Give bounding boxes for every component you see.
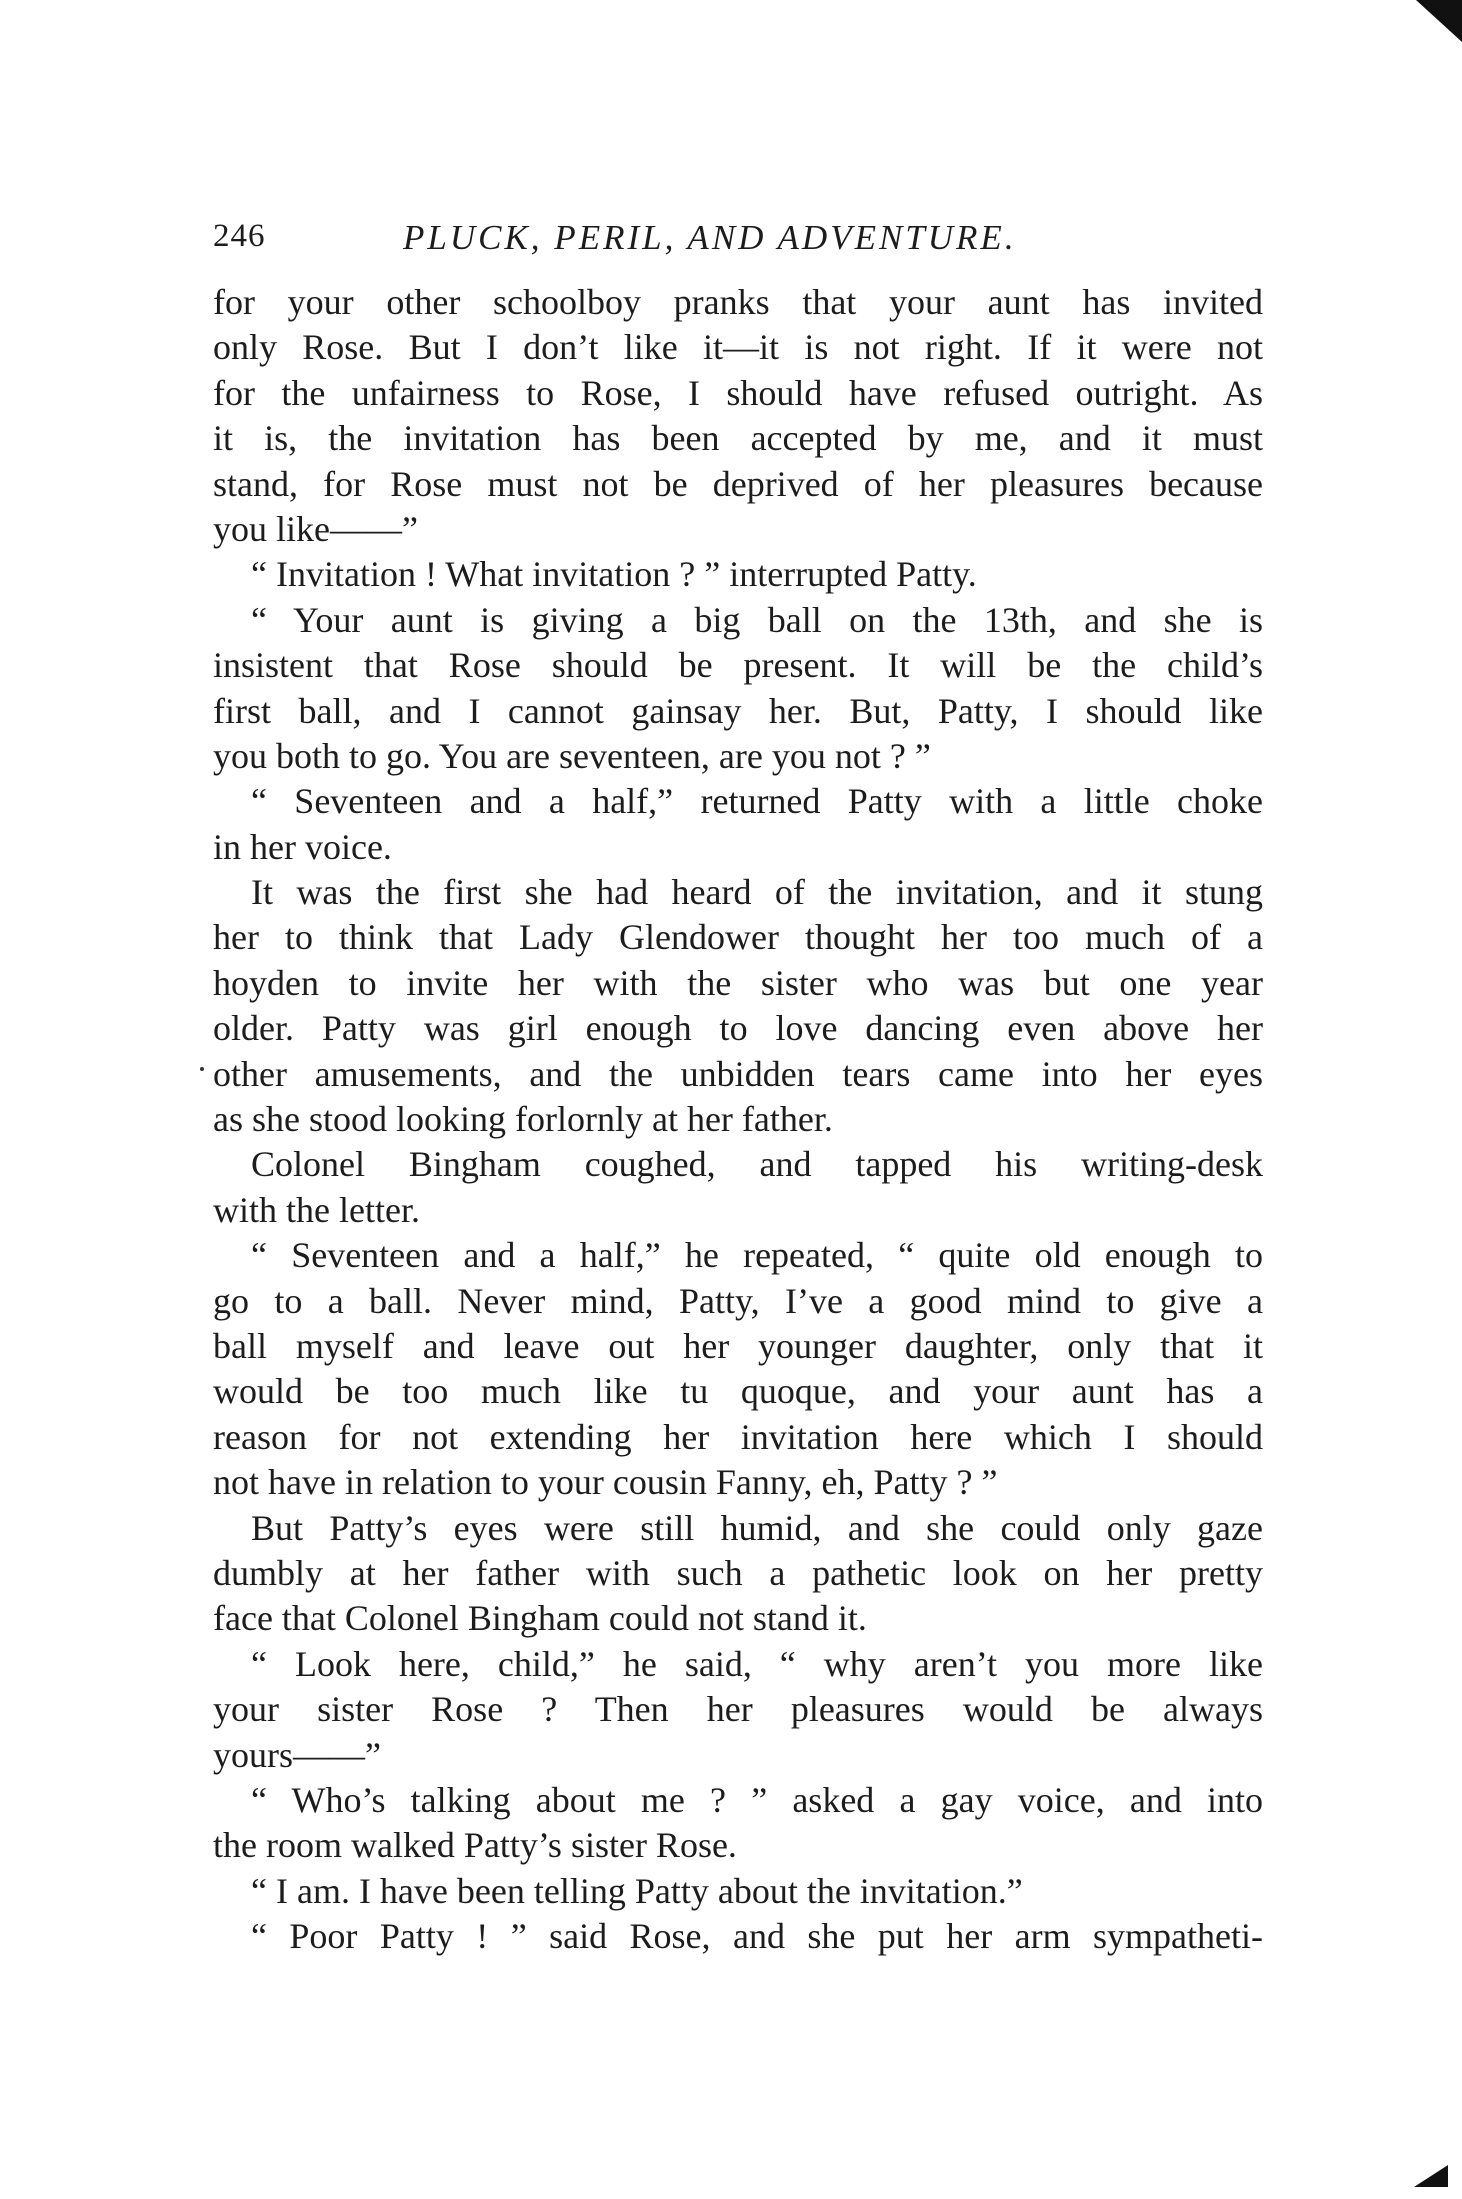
text-line: your sister Rose ? Then her pleasures would be always (213, 1689, 1263, 1730)
text-line: you both to go. You are seventeen, are you not ? ” (213, 735, 931, 776)
text-line: stand, for Rose must not be deprived of her pleasures because (213, 463, 1263, 504)
text-line: for your other schoolboy pranks that your aunt has invited (213, 282, 1263, 322)
text-line: reason for not extending her invitation here which I should (213, 1416, 1263, 1457)
text-line: as she stood looking forlornly at her father. (213, 1099, 833, 1140)
text-line: “ Your aunt is giving a big ball on the 13th, and she is (251, 599, 1263, 640)
text-line: not have in relation to your cousin Fanny, eh, Patty ? ” (213, 1462, 998, 1503)
text-line: older. Patty was girl enough to love dancing even above her (213, 1008, 1263, 1049)
text-line: “ Look here, child,” he said, “ why aren’t you more like (251, 1643, 1263, 1684)
text-line: you like——” (213, 508, 418, 549)
text-line: first ball, and I cannot gainsay her. But, Patty, I should like (213, 690, 1263, 731)
text-line: “ Invitation ! What invitation ? ” interrupted Patty. (251, 554, 977, 595)
text-line: would be too much like tu quoque, and your aunt has a (213, 1371, 1263, 1412)
text-line: yours——” (213, 1734, 381, 1775)
text-line: it is, the invitation has been accepted by me, and it must (213, 418, 1263, 459)
body-text (213, 280, 1263, 1959)
margin-dot-icon (200, 1067, 204, 1071)
text-line: for the unfairness to Rose, I should have refused outright. As (213, 372, 1263, 413)
corner-mark-icon (1414, 2165, 1448, 2187)
text-line: It was the first she had heard of the invitation, and it stung (251, 872, 1263, 913)
text-line: the room walked Patty’s sister Rose. (213, 1825, 737, 1866)
text-line: “ Seventeen and a half,” he repeated, “ quite old enough to (251, 1235, 1263, 1276)
page-header (213, 218, 1263, 268)
corner-mark-icon (1416, 0, 1462, 42)
text-line: ball myself and leave out her younger daughter, only that it (213, 1325, 1263, 1366)
text-line: “ Who’s talking about me ? ” asked a gay voice, and into (251, 1779, 1263, 1820)
text-line: “ I am. I have been telling Patty about the invitation.” (251, 1870, 1023, 1911)
text-line: dumbly at her father with such a pathetic look on her pretty (213, 1552, 1263, 1593)
text-line: in her voice. (213, 826, 392, 867)
text-line: Colonel Bingham coughed, and tapped his writing-desk (251, 1144, 1263, 1185)
text-line: insistent that Rose should be present. It will be the child’s (213, 645, 1263, 686)
text-line: “ Seventeen and a half,” returned Patty with a little choke (251, 781, 1263, 822)
page-number: 246 (213, 218, 266, 254)
text-line: hoyden to invite her with the sister who was but one year (213, 962, 1263, 1003)
text-line: go to a ball. Never mind, Patty, I’ve a good mind to give a (213, 1280, 1263, 1321)
text-line: face that Colonel Bingham could not stand it. (213, 1598, 867, 1639)
text-line: other amusements, and the unbidden tears came into her eyes (213, 1053, 1263, 1094)
text-line: her to think that Lady Glendower thought her too much of a (213, 917, 1263, 958)
running-title: PLUCK, PERIL, AND ADVENTURE. (403, 218, 1017, 257)
text-line: with the letter. (213, 1189, 420, 1230)
text-line: But Patty’s eyes were still humid, and she could only gaze (251, 1507, 1263, 1548)
text-line: “ Poor Patty ! ” said Rose, and she put her arm sympatheti- (251, 1916, 1263, 1957)
text-line: only Rose. But I don’t like it—it is not right. If it were not (213, 327, 1263, 368)
